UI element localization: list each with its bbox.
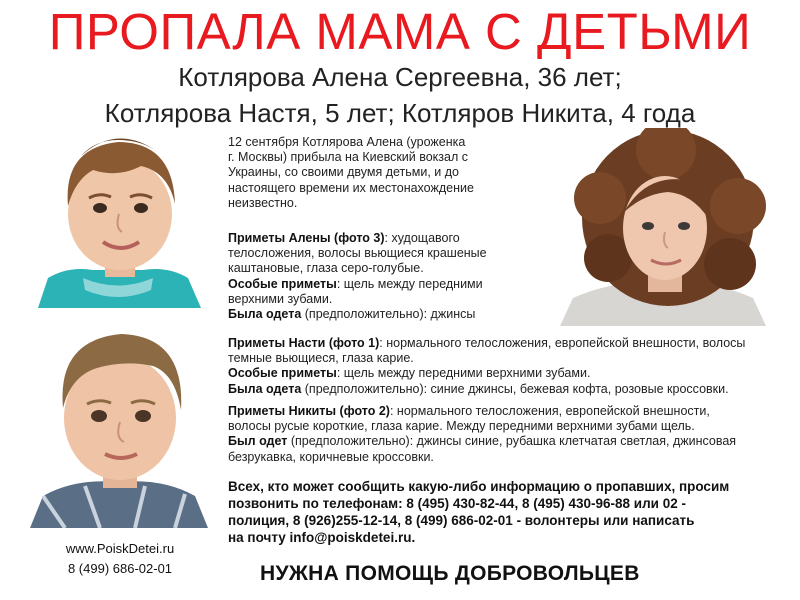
volunteers-needed-banner: НУЖНА ПОМОЩЬ ДОБРОВОЛЬЦЕВ: [260, 562, 640, 585]
intro-line: настоящего времени их местонахождение: [228, 180, 474, 195]
poster-title: ПРОПАЛА МАМА С ДЕТЬМИ: [48, 3, 752, 60]
photo-nastya: [23, 128, 213, 308]
nikita-signs-text: волосы русые короткие, глаза карие. Между передними верхними зубами щель.: [228, 419, 695, 434]
nikita-dressed-text: безрукавка, коричневые кроссовки.: [228, 449, 434, 464]
alena-signs-label: Приметы Алены (фото 3): [228, 231, 385, 245]
hotline-phone: 8 (499) 686-02-01: [67, 561, 173, 576]
alena-signs-text: каштановые, глаза серо-голубые.: [228, 261, 424, 276]
alena-signs-text: телосложения, волосы вьющиеся крашеные: [228, 246, 487, 261]
contact-line: полиция, 8 (926)255-12-14, 8 (499) 686-02-01 - волонтеры или написать: [228, 513, 695, 528]
intro-line: Украины, со своими двумя детьми, и до: [228, 165, 460, 180]
alena-description: [228, 231, 543, 322]
nastya-signs-text: темные вьющиеся, глаза карие.: [228, 351, 414, 366]
contact-line: на почту info@poiskdetei.ru.: [228, 530, 416, 545]
intro-text: [228, 135, 538, 211]
nastya-special-label: Особые приметы: [228, 366, 337, 381]
alena-special-text: верхними зубами.: [228, 291, 333, 306]
photo-alena: [548, 128, 778, 326]
girl-portrait: [23, 128, 213, 308]
alena-signs-text: : худощавого: [384, 231, 460, 245]
photo-nikita: [25, 318, 213, 528]
boy-portrait: [25, 318, 213, 528]
nastya-special-text: : щель между передними верхними зубами.: [336, 366, 591, 381]
woman-portrait: [548, 128, 778, 326]
nikita-signs-label: Приметы Никиты (фото 2): [228, 404, 390, 418]
alena-special-label: Особые приметы: [228, 276, 337, 291]
nastya-dressed-label: Была одета: [228, 381, 302, 396]
contact-line: позвонить по телефонам: 8 (495) 430-82-44, 8 (495) 430-96-88 или 02 -: [228, 496, 686, 511]
intro-line: 12 сентября Котлярова Алена (уроженка: [228, 135, 466, 149]
nastya-dressed-text: (предположительно): синие джинсы, бежевая кофта, розовые кроссовки.: [301, 381, 729, 396]
intro-line: г. Москвы) прибыла на Киевский вокзал с: [228, 150, 468, 165]
subtitle-children: Котлярова Настя, 5 лет; Котляров Никита, 4 года: [104, 98, 696, 128]
nikita-dressed-text: (предположительно): джинсы синие, рубашка клетчатая светлая, джинсовая: [287, 434, 737, 449]
contact-line: Всех, кто может сообщить какую-либо информацию о пропавших, просим: [228, 479, 730, 494]
nikita-signs-text: : нормального телосложения, европейской внешности,: [389, 404, 710, 418]
nikita-description: [228, 404, 788, 465]
website-link[interactable]: www.PoiskDetei.ru: [65, 541, 175, 556]
nastya-signs-text: : нормального телосложения, европейской внешности, волосы: [379, 336, 746, 350]
alena-dressed-label: Была одета: [228, 307, 302, 322]
subtitle-mother: Котлярова Алена Сергеевна, 36 лет;: [178, 62, 622, 92]
nikita-dressed-label: Был одет: [228, 434, 288, 449]
nastya-description: [228, 336, 788, 397]
alena-dressed-text: (предположительно): джинсы: [301, 307, 476, 322]
alena-special-text: : щель между передними: [336, 276, 483, 291]
intro-line: неизвестно.: [228, 195, 298, 210]
contact-appeal: [228, 478, 788, 546]
nastya-signs-label: Приметы Насти (фото 1): [228, 336, 380, 350]
